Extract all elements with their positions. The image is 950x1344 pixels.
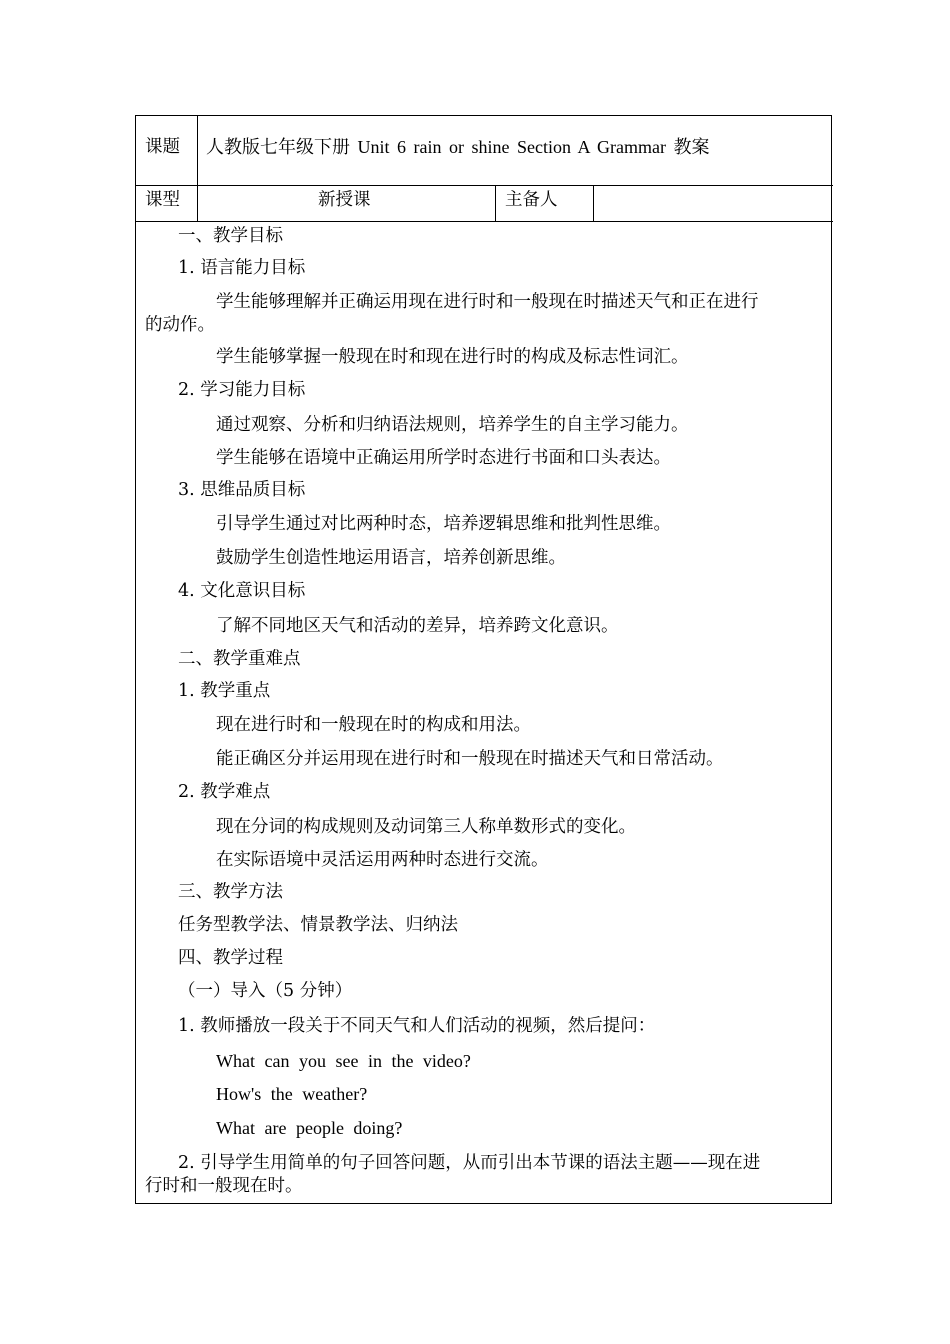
subsection-heading: （一）导入（5 分钟） <box>178 981 353 1001</box>
question-line: What are people doing? <box>216 1118 403 1138</box>
section-heading: 三、教学方法 <box>178 882 283 902</box>
paragraph-line: 了解不同地区天气和活动的差异，培养跨文化意识。 <box>216 616 619 636</box>
paragraph-line: 2. 引导学生用简单的句子回答问题，从而引出本节课的语法主题——现在进 <box>178 1153 761 1173</box>
paragraph-line: 学生能够理解并正确运用现在进行时和一般现在时描述天气和正在进行 <box>216 292 759 312</box>
question-line: What can you see in the video? <box>216 1051 471 1071</box>
paragraph-line: 鼓励学生创造性地运用语言，培养创新思维。 <box>216 548 566 568</box>
subsection-heading: 1. 教学重点 <box>178 681 271 701</box>
section-heading: 四、教学过程 <box>178 948 283 968</box>
type-label: 课型 <box>145 190 180 210</box>
paragraph-line: 任务型教学法、情景教学法、归纳法 <box>178 915 458 935</box>
column-divider <box>593 185 594 222</box>
paragraph-line: 的动作。 <box>145 315 215 335</box>
paragraph-line: 引导学生通过对比两种时态，培养逻辑思维和批判性思维。 <box>216 514 671 534</box>
topic-value: 人教版七年级下册 Unit 6 rain or shine Section A Grammar 教案 <box>206 137 710 157</box>
paragraph-line: 在实际语境中灵活运用两种时态进行交流。 <box>216 850 549 870</box>
paragraph-line: 现在分词的构成规则及动词第三人称单数形式的变化。 <box>216 817 636 837</box>
paragraph-line: 现在进行时和一般现在时的构成和用法。 <box>216 715 531 735</box>
subsection-heading: 2. 学习能力目标 <box>178 380 306 400</box>
column-divider <box>197 115 198 222</box>
preparer-label: 主备人 <box>505 190 558 210</box>
subsection-heading: 3. 思维品质目标 <box>178 480 306 500</box>
row-divider <box>135 221 833 222</box>
paragraph-line: 通过观察、分析和归纳语法规则，培养学生的自主学习能力。 <box>216 415 689 435</box>
paragraph-line: 行时和一般现在时。 <box>145 1176 303 1196</box>
subsection-heading: 4. 文化意识目标 <box>178 581 306 601</box>
paragraph-line: 学生能够在语境中正确运用所学时态进行书面和口头表达。 <box>216 448 671 468</box>
section-heading: 一、教学目标 <box>178 226 283 246</box>
column-divider <box>495 185 496 222</box>
paragraph-line: 1. 教师播放一段关于不同天气和人们活动的视频，然后提问： <box>178 1016 656 1036</box>
paragraph-line: 能正确区分并运用现在进行时和一般现在时描述天气和日常活动。 <box>216 749 724 769</box>
question-line: How's the weather? <box>216 1084 368 1104</box>
type-value: 新授课 <box>318 190 371 210</box>
subsection-heading: 2. 教学难点 <box>178 782 271 802</box>
subsection-heading: 1. 语言能力目标 <box>178 258 306 278</box>
paragraph-line: 学生能够掌握一般现在时和现在进行时的构成及标志性词汇。 <box>216 347 689 367</box>
topic-label: 课题 <box>145 137 180 157</box>
section-heading: 二、教学重难点 <box>178 649 301 669</box>
row-divider <box>135 185 833 186</box>
